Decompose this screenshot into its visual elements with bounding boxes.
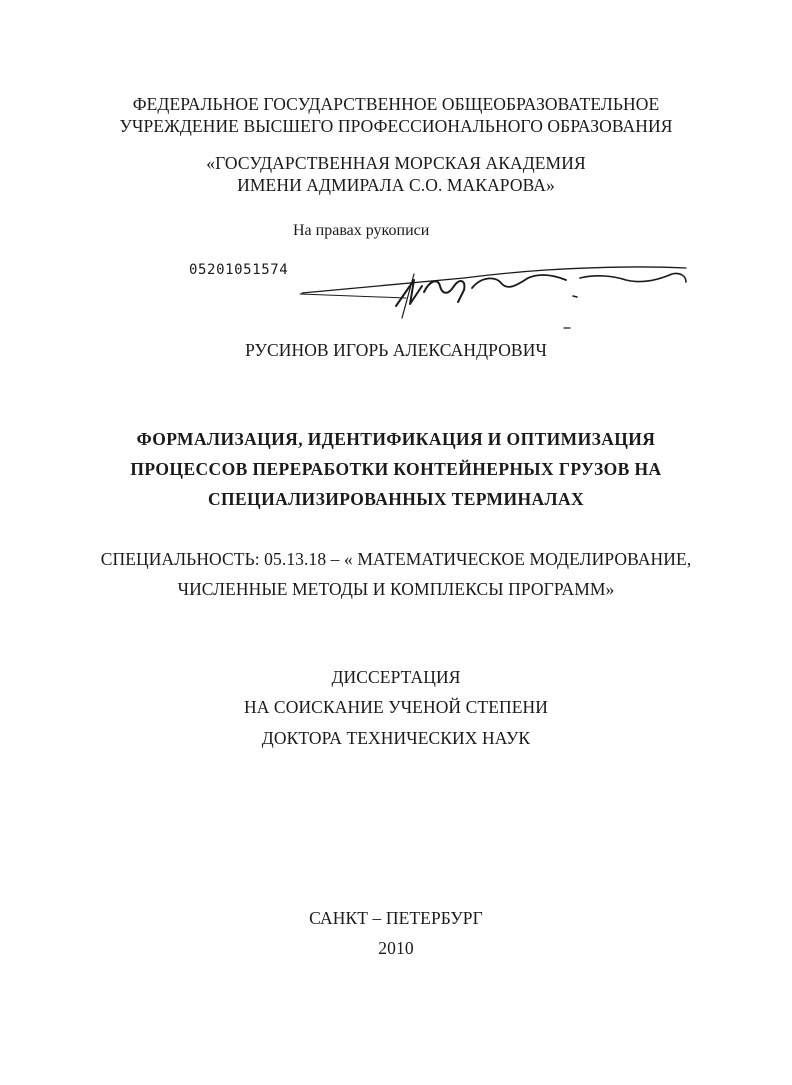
signature-image [296,256,696,336]
specialty-line-1: СПЕЦИАЛЬНОСТЬ: 05.13.18 – « МАТЕМАТИЧЕСКОЕ МОДЕЛИРОВАНИЕ, [100,549,692,569]
organization-line-2: УЧРЕЖДЕНИЕ ВЫСШЕГО ПРОФЕССИОНАЛЬНОГО ОБРАЗОВАНИЯ [119,116,673,136]
author-name: РУСИНОВ ИГОРЬ АЛЕКСАНДРОВИЧ [245,340,547,360]
degree-line-1: ДИССЕРТАЦИЯ [331,667,461,687]
registration-number: 05201051574 [189,262,289,278]
title-line-2: ПРОЦЕССОВ ПЕРЕРАБОТКИ КОНТЕЙНЕРНЫХ ГРУЗОВ НА [130,459,662,479]
manuscript-note: На правах рукописи [293,222,430,239]
city: САНКТ – ПЕТЕРБУРГ [309,908,483,928]
academy-line-2: ИМЕНИ АДМИРАЛА С.О. МАКАРОВА» [237,175,555,195]
organization-line-1: ФЕДЕРАЛЬНОЕ ГОСУДАРСТВЕННОЕ ОБЩЕОБРАЗОВАТЕЛЬНОЕ [132,94,660,114]
degree-line-3: ДОКТОРА ТЕХНИЧЕСКИХ НАУК [261,728,531,748]
specialty-line-2: ЧИСЛЕННЫЕ МЕТОДЫ И КОМПЛЕКСЫ ПРОГРАММ» [177,579,615,599]
year: 2010 [378,938,414,958]
academy-line-1: «ГОСУДАРСТВЕННАЯ МОРСКАЯ АКАДЕМИЯ [206,153,586,173]
title-line-1: ФОРМАЛИЗАЦИЯ, ИДЕНТИФИКАЦИЯ И ОПТИМИЗАЦИЯ [136,429,656,449]
degree-line-2: НА СОИСКАНИЕ УЧЕНОЙ СТЕПЕНИ [243,697,549,717]
title-line-3: СПЕЦИАЛИЗИРОВАННЫХ ТЕРМИНАЛАХ [207,489,585,509]
